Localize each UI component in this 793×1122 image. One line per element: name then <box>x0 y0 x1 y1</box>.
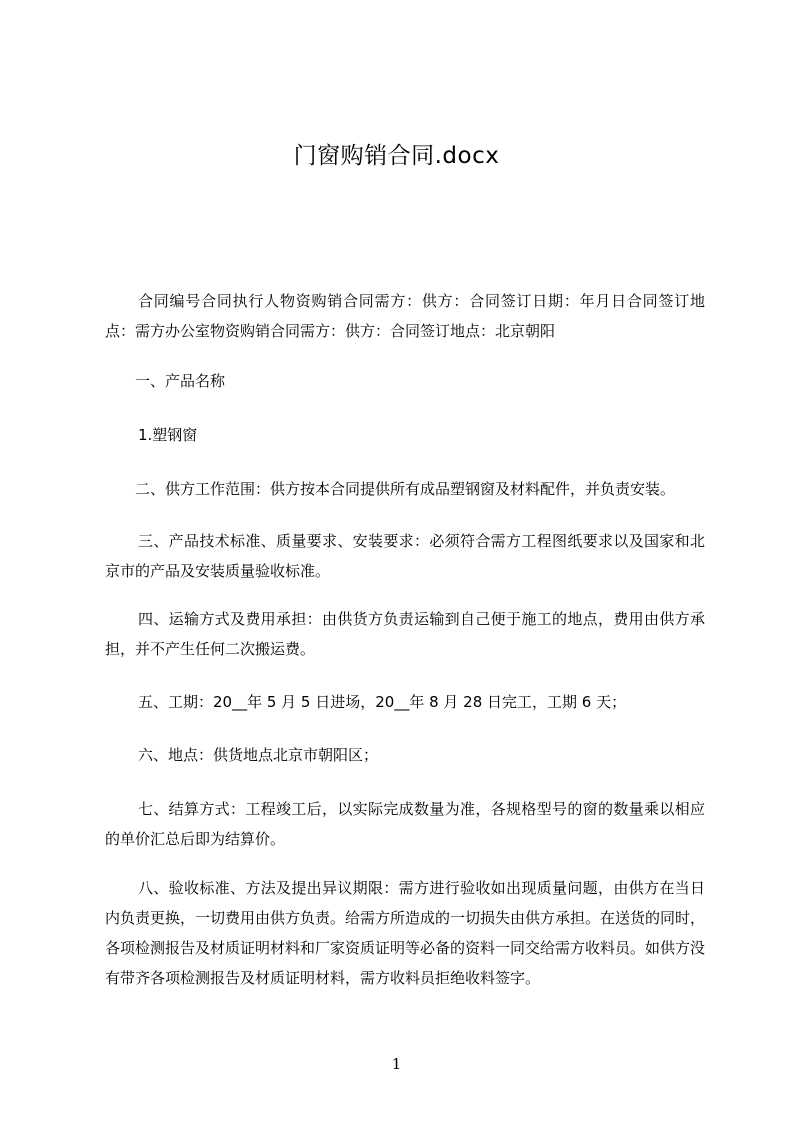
paragraph-section-4: 四、运输方式及费用承担：由供货方负责运输到自己便于施工的地点，费用由供方承担，并不产生任何二次搬运费。 <box>105 610 705 658</box>
paragraph-section-6: 六、地点：供货地点北京市朝阳区； <box>138 746 379 764</box>
paragraph-section-7: 七、结算方式：工程竣工后，以实际完成数量为准，各规格型号的窗的数量乘以相应的单价汇总后即为结算价。 <box>105 800 705 848</box>
paragraph-section-2: 二、供方工作范围：供方按本合同提供所有成品塑钢窗及材料配件，并负责安装。 <box>135 480 676 498</box>
paragraph-intro: 合同编号合同执行人物资购销合同需方：供方：合同签订日期：年月日合同签订地点：需方办公室物资购销合同需方：供方：合同签订地点：北京朝阳 <box>105 292 705 340</box>
paragraph-section-1-heading: 一、产品名称 <box>135 372 226 390</box>
paragraph-section-8: 八、验收标准、方法及提出异议期限：需方进行验收如出现质量问题，由供方在当日内负责更换，一切费用由供方负责。给需方所造成的一切损失由供方承担。在送货的同时，各项检测报告及材质证明材料和厂家资质证明等必备的资料一同交给需方收料员。如供方没有带齐各项检测报告及材质证明材料，需方收料员拒绝收料签字。 <box>105 879 706 987</box>
page-number: 1 <box>391 1055 402 1073</box>
paragraph-section-5: 五、工期：20__年 5 月 5 日进场，20__年 8 月 28 日完工，工期 6 天； <box>138 693 627 711</box>
paragraph-section-3: 三、产品技术标准、质量要求、安装要求：必须符合需方工程图纸要求以及国家和北京市的产品及安装质量验收标准。 <box>105 532 705 580</box>
document-title: 门窗购销合同.docx <box>293 143 500 169</box>
paragraph-product-item: 1.塑钢窗 <box>138 426 198 444</box>
